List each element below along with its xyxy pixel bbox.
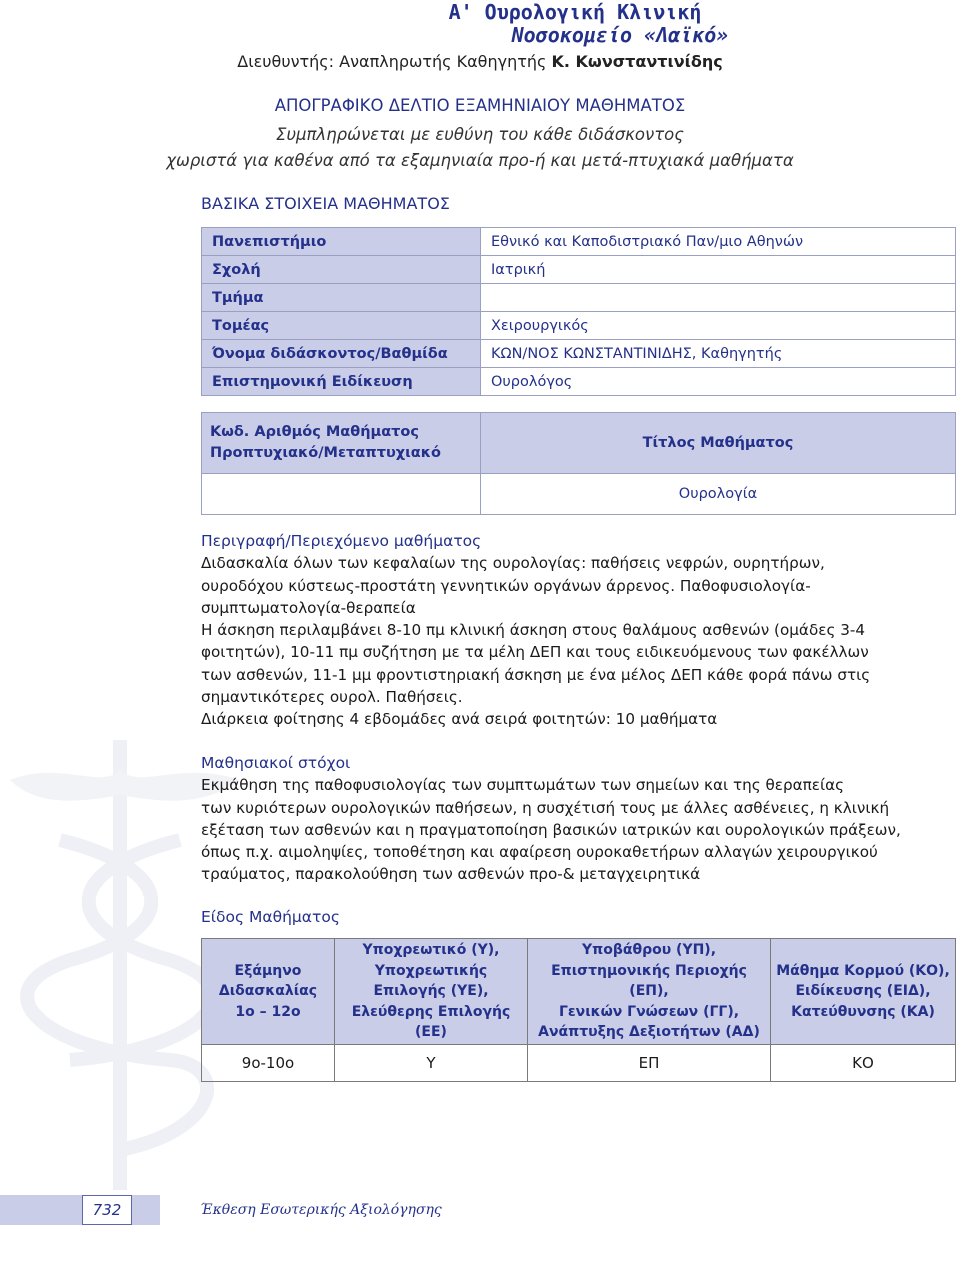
header-line: Γενικών Γνώσεων (ΓΓ), <box>558 1003 740 1020</box>
description-line: Διδασκαλία όλων των κεφαλαίων της ουρολογίας: παθήσεις νεφρών, ουρητήρων, <box>201 554 825 573</box>
course-type-table <box>201 938 956 1082</box>
hospital-title: Νοσοκομείο «Λαϊκό» <box>511 23 729 47</box>
instruction-line-2: χωριστά για καθένα από τα εξαμηνιαία προ-ή και μετά-πτυχιακά μαθήματα <box>166 151 794 170</box>
requirement-header <box>335 939 528 1045</box>
header-line: Υποχρεωτικής <box>374 962 488 979</box>
description-line: Η άσκηση περιλαμβάνει 8-10 πμ κλινική άσκηση στους θαλάμους ασθενών (ομάδες 3-4 <box>201 621 865 640</box>
objectives-line: τραύματος, παρακολούθηση των ασθενών προ-& μεταγχειρητικά <box>201 865 701 884</box>
description-section <box>201 530 936 731</box>
basic-section-title: ΒΑΣΙΚΑ ΣΤΟΙΧΕΙΑ ΜΑΘΗΜΑΤΟΣ <box>201 194 450 213</box>
semester-value: 9ο-10ο <box>202 1044 335 1081</box>
header-line: Επιστημονικής Περιοχής (ΕΠ), <box>551 962 747 999</box>
header-line: Κατεύθυνσης (ΚΑ) <box>791 1003 935 1020</box>
course-code-table <box>201 412 956 515</box>
header-line: Ειδίκευσης (ΕΙΔ), <box>795 983 931 999</box>
objectives-title: Μαθησιακοί στόχοι <box>201 754 351 772</box>
row-label: Επιστημονική Ειδίκευση <box>202 368 481 396</box>
header-line: Μάθημα Κορμού (ΚΟ), <box>776 962 950 979</box>
table-row <box>202 312 956 340</box>
description-line: ουροδόχου κύστεως-προστάτη γεννητικών οργάνων άρρενος. Παθοφυσιολογία- <box>201 576 811 595</box>
header-line: Επιλογής (ΥΕ), <box>373 983 489 999</box>
requirement-value: Υ <box>335 1044 528 1081</box>
code-header-line-2: Προπτυχιακό/Μεταπτυχιακό <box>210 445 441 461</box>
header-line: 1ο – 12ο <box>235 1003 301 1020</box>
title-value: Ουρολογία <box>481 474 956 515</box>
page-number: 732 <box>82 1195 132 1225</box>
director-line <box>0 52 960 71</box>
table-row <box>202 1044 956 1081</box>
description-line: σημαντικότερες ουρολ. Παθήσεις. <box>201 688 463 707</box>
table-row <box>202 340 956 368</box>
row-value: ΚΩΝ/ΝΟΣ ΚΩΝΣΤΑΝΤΙΝΙΔΗΣ, Καθηγητής <box>481 340 956 368</box>
category-header <box>528 939 771 1045</box>
director-prefix: Διευθυντής: Αναπληρωτής Καθηγητής <box>237 52 552 71</box>
header-line: Ελεύθερης Επιλογής (ΕΕ) <box>351 1003 511 1040</box>
description-line: συμπτωματολογία-θεραπεία <box>201 598 416 617</box>
basic-info-table <box>201 227 956 396</box>
row-value: Ουρολόγος <box>481 368 956 396</box>
footer-bar <box>0 1195 160 1225</box>
table-header-row <box>202 939 956 1045</box>
director-name: Κ. Κωνσταντινίδης <box>551 52 723 71</box>
header-line: Υποβάθρου (ΥΠ), <box>581 942 717 958</box>
course-type-title: Είδος Μαθήματος <box>201 908 340 926</box>
objectives-line: εξέταση των ασθενών και η πραγματοποίηση βασικών ιατρικών και ουρολογικών πράξεων, <box>201 820 901 839</box>
table-row <box>202 284 956 312</box>
instruction-line-1: Συμπληρώνεται με ευθύνη του κάθε διδάσκοντος <box>276 125 684 144</box>
clinic-title: Α' Ουρολογική Κλινική <box>448 0 702 24</box>
objectives-line: όπως π.χ. αιμοληψίες, τοποθέτηση και αφαίρεση ουροκαθετήρων αλλαγών χειρουργικού <box>201 843 878 862</box>
description-line: φοιτητών), 10-11 πμ συζήτηση με τα μέλη ΔΕΠ και τους ειδικευόμενους των φακέλλων <box>201 643 869 662</box>
table-row <box>202 474 956 515</box>
row-value: Χειρουργικός <box>481 312 956 340</box>
description-title: Περιγραφή/Περιεχόμενο μαθήματος <box>201 532 482 550</box>
objectives-line: των κυριότερων ουρολογικών παθήσεων, η συσχέτισή τους με άλλες ασθένειες, η κλινική <box>201 798 890 817</box>
document-title: ΑΠΟΓΡΑΦΙΚΟ ΔΕΛΤΙΟ ΕΞΑΜΗΝΙΑΙΟΥ ΜΑΘΗΜΑΤΟΣ <box>274 96 686 115</box>
objectives-line: Εκμάθηση της παθοφυσιολογίας των συμπτωμάτων των σημείων και της θεραπείας <box>201 776 845 795</box>
row-value <box>481 284 956 312</box>
objectives-section <box>201 752 936 886</box>
title-header: Τίτλος Μαθήματος <box>481 413 956 474</box>
row-label: Τμήμα <box>202 284 481 312</box>
header-line: Υποχρεωτικό (Υ), <box>362 942 500 958</box>
header-line: Διδασκαλίας <box>218 983 318 999</box>
category-value: ΕΠ <box>528 1044 771 1081</box>
table-row <box>202 228 956 256</box>
header-line: Εξάμηνο <box>234 962 302 979</box>
header-line: Ανάπτυξης Δεξιοτήτων (ΑΔ) <box>538 1024 760 1040</box>
row-value: Εθνικό και Καποδιστριακό Παν/μιο Αθηνών <box>481 228 956 256</box>
row-label: Τομέας <box>202 312 481 340</box>
table-row <box>202 368 956 396</box>
description-line: Διάρκεια φοίτησης 4 εβδομάδες ανά σειρά φοιτητών: 10 μαθήματα <box>201 710 718 729</box>
row-label: Σχολή <box>202 256 481 284</box>
track-value: ΚΟ <box>771 1044 956 1081</box>
footer-title: Έκθεση Εσωτερικής Αξιολόγησης <box>200 1202 442 1218</box>
code-header <box>202 413 481 474</box>
track-header <box>771 939 956 1045</box>
table-row <box>202 256 956 284</box>
row-label: Πανεπιστήμιο <box>202 228 481 256</box>
description-line: των ασθενών, 11-1 μμ φροντιστηριακή άσκηση με ένα μέλος ΔΕΠ κάθε φορά πάνω στις <box>201 665 871 684</box>
code-header-line-1: Κωδ. Αριθμός Μαθήματος <box>210 424 419 440</box>
row-value: Ιατρική <box>481 256 956 284</box>
row-label: Όνομα διδάσκοντος/Βαθμίδα <box>202 340 481 368</box>
code-value <box>202 474 481 515</box>
semester-header <box>202 939 335 1045</box>
table-header-row <box>202 413 956 474</box>
